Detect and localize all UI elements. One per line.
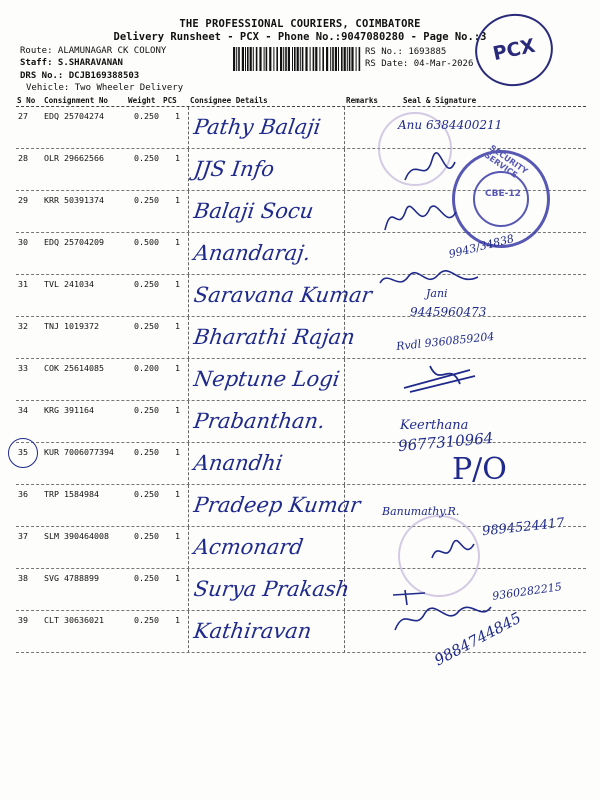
note-row-35-po: P/O: [452, 452, 507, 487]
consignee-handwritten-name: Anandaraj.: [192, 241, 313, 265]
consignee-handwritten-name: Balaji Socu: [192, 199, 316, 223]
row-sno: 28: [18, 153, 28, 163]
row-pcs: 1: [175, 363, 180, 373]
col-weight: Weight: [128, 96, 156, 105]
row-sno: 37: [18, 531, 28, 541]
barcode-bar: [280, 47, 282, 71]
barcode-bar: [297, 47, 299, 71]
barcode-bar: [283, 47, 284, 71]
row-sno: 34: [18, 405, 28, 415]
row-sno: 36: [18, 489, 28, 499]
note-row-31-phone: 9445960473: [410, 305, 487, 319]
barcode-bar: [253, 47, 254, 71]
barcode-bar: [264, 47, 265, 71]
row-sno: 27: [18, 111, 28, 121]
barcode-bar: [285, 47, 287, 71]
note-row-32: Rvdl 9360859204: [395, 329, 495, 354]
col-consignment: Consignment No: [44, 96, 109, 105]
note-row-27: Anu 6384400211: [398, 118, 503, 132]
row-divider: [16, 652, 586, 653]
barcode-bar: [294, 47, 296, 71]
row-sno: 38: [18, 573, 28, 583]
row-35-circle-mark: [8, 438, 38, 468]
note-row-35-phone: 9677310964: [397, 428, 495, 456]
row-pcs: 1: [175, 195, 180, 205]
note-row-34: Keerthana: [400, 418, 469, 433]
row-pcs: 1: [175, 405, 180, 415]
row-sno: 39: [18, 615, 28, 625]
barcode-image: [233, 47, 361, 71]
seal-ring-text: SECURITY SERVICE: [482, 143, 530, 180]
row-consignment-no: TVL 241034: [44, 279, 94, 289]
row-pcs: 1: [175, 279, 180, 289]
barcode-bar: [332, 47, 334, 71]
note-row-30: 9943/34838: [447, 232, 516, 261]
barcode-bar: [313, 47, 315, 71]
row-pcs: 1: [175, 321, 180, 331]
company-title: THE PROFESSIONAL COURIERS, COIMBATORE: [179, 18, 421, 30]
row-weight: 0.250: [134, 573, 159, 583]
row-sno: 33: [18, 363, 28, 373]
row-consignment-no: KUR 7006077394: [44, 447, 114, 457]
barcode-bar: [276, 47, 278, 71]
barcode-bar: [338, 47, 339, 71]
table-row: [0, 317, 600, 359]
signature-row-33: [400, 358, 480, 398]
consignee-handwritten-name: JJS Info: [192, 157, 276, 181]
row-consignment-no: EDQ 25704209: [44, 237, 104, 247]
table-row: [0, 443, 600, 485]
row-consignment-no: KRR 50391374: [44, 195, 104, 205]
barcode-bar: [347, 47, 348, 71]
row-consignment-no: EDQ 25704274: [44, 111, 104, 121]
consignee-handwritten-name: Bharathi Rajan: [192, 325, 357, 349]
barcode-bar: [247, 47, 249, 71]
route-label: Route: ALAMUNAGAR CK COLONY: [20, 46, 167, 56]
barcode-bar: [349, 47, 351, 71]
note-row-31-name: Jani: [426, 287, 448, 300]
row-weight: 0.250: [134, 447, 159, 457]
barcode-bar: [356, 47, 357, 71]
row-pcs: 1: [175, 237, 180, 247]
row-consignment-no: TRP 1584984: [44, 489, 99, 499]
barcode-bar: [344, 47, 346, 71]
consignee-handwritten-name: Anandhi: [192, 451, 285, 475]
barcode-bar: [315, 47, 317, 71]
row-consignment-no: OLR 29662566: [44, 153, 104, 163]
table-row: [0, 275, 600, 317]
row-weight: 0.250: [134, 531, 159, 541]
barcode-bar: [319, 47, 320, 71]
security-service-seal: [452, 143, 550, 248]
consignee-handwritten-name: Pathy Balaji: [192, 115, 323, 139]
row-consignment-no: SVG 4788899: [44, 573, 99, 583]
row-weight: 0.200: [134, 363, 159, 373]
barcode-bar: [256, 47, 258, 71]
row-sno: 35: [18, 447, 28, 457]
barcode-bar: [305, 47, 307, 71]
row-consignment-no: CLT 30636021: [44, 615, 104, 625]
consignee-handwritten-name: Neptune Logi: [192, 367, 342, 391]
barcode-bar: [341, 47, 343, 71]
seal-code: CBE-12: [485, 189, 521, 199]
row-weight: 0.500: [134, 237, 159, 247]
row-pcs: 1: [175, 111, 180, 121]
row-weight: 0.250: [134, 195, 159, 205]
barcode-bar: [335, 47, 337, 71]
row-consignment-no: COK 25614085: [44, 363, 104, 373]
barcode-bar: [292, 47, 293, 71]
staff-label: Staff: S.SHARAVANAN: [20, 58, 123, 68]
barcode-bar: [250, 47, 252, 71]
row-weight: 0.250: [134, 321, 159, 331]
row-consignment-no: TNJ 1019372: [44, 321, 99, 331]
barcode-bar: [273, 47, 274, 71]
row-weight: 0.250: [134, 405, 159, 415]
row-pcs: 1: [175, 153, 180, 163]
table-row: [0, 107, 600, 149]
row-sno: 29: [18, 195, 28, 205]
barcode-bar: [310, 47, 311, 71]
signature-row-38-39: [385, 585, 495, 635]
signature-row-37: [428, 536, 478, 566]
drs-number: DRS No.: DCJB169388503: [20, 71, 140, 81]
table-row: [0, 359, 600, 401]
consignee-handwritten-name: Kathiravan: [192, 619, 314, 643]
runsheet-subtitle: Delivery Runsheet - PCX - Phone No.:9047080280 - Page No.:3: [113, 31, 487, 43]
barcode-bar: [326, 47, 328, 71]
rs-date: RS Date: 04-Mar-2026: [365, 59, 474, 69]
row-weight: 0.250: [134, 489, 159, 499]
row-sno: 32: [18, 321, 28, 331]
barcode-bar: [351, 47, 353, 71]
barcode-bar: [302, 47, 304, 71]
row-consignment-no: KRG 391164: [44, 405, 94, 415]
table-header: [0, 96, 600, 106]
signature-row-28: [400, 150, 460, 190]
table-row: [0, 401, 600, 443]
note-row-38: 9360282215: [491, 580, 563, 603]
row-pcs: 1: [175, 615, 180, 625]
barcode-bar: [266, 47, 268, 71]
col-consignee: Consignee Details: [190, 96, 268, 105]
consignee-handwritten-name: Surya Prakash: [192, 577, 351, 601]
row-weight: 0.250: [134, 153, 159, 163]
barcode-bar: [300, 47, 301, 71]
barcode-bar: [238, 47, 240, 71]
consignee-handwritten-name: Prabanthan.: [192, 409, 327, 433]
barcode-bar: [236, 47, 237, 71]
rs-number: RS No.: 1693885: [365, 47, 447, 57]
note-row-36-name: Banumathy.R.: [382, 505, 460, 518]
barcode-bar: [245, 47, 246, 71]
row-consignment-no: SLM 390464008: [44, 531, 109, 541]
row-pcs: 1: [175, 573, 180, 583]
row-pcs: 1: [175, 531, 180, 541]
col-sno: S No: [17, 96, 36, 105]
consignee-handwritten-name: Saravana Kumar: [192, 283, 374, 307]
row-weight: 0.250: [134, 111, 159, 121]
note-row-36-phone: 9894524417: [481, 515, 566, 540]
row-sno: 30: [18, 237, 28, 247]
barcode-bar: [269, 47, 271, 71]
col-pcs: PCS: [163, 96, 177, 105]
row-pcs: 1: [175, 489, 180, 499]
row-pcs: 1: [175, 447, 180, 457]
barcode-bar: [259, 47, 261, 71]
row-sno: 31: [18, 279, 28, 289]
col-seal: Seal & Signature: [403, 96, 477, 105]
col-remarks: Remarks: [346, 96, 379, 105]
signature-row-29: [380, 190, 460, 240]
note-row-39: 9884744845: [431, 608, 525, 670]
row-weight: 0.250: [134, 615, 159, 625]
row-weight: 0.250: [134, 279, 159, 289]
barcode-bar: [359, 47, 361, 71]
consignee-handwritten-name: Pradeep Kumar: [192, 493, 363, 517]
consignee-handwritten-name: Acmonard: [192, 535, 305, 559]
barcode-bar: [288, 47, 290, 71]
vehicle-label: Vehicle: Two Wheeler Delivery: [26, 83, 184, 93]
barcode-bar: [330, 47, 331, 71]
barcode-bar: [242, 47, 244, 71]
pcx-stamp-text: PCX: [490, 34, 538, 66]
signature-row-31: [378, 265, 488, 295]
barcode-bar: [322, 47, 324, 71]
barcode-bar: [233, 47, 235, 71]
